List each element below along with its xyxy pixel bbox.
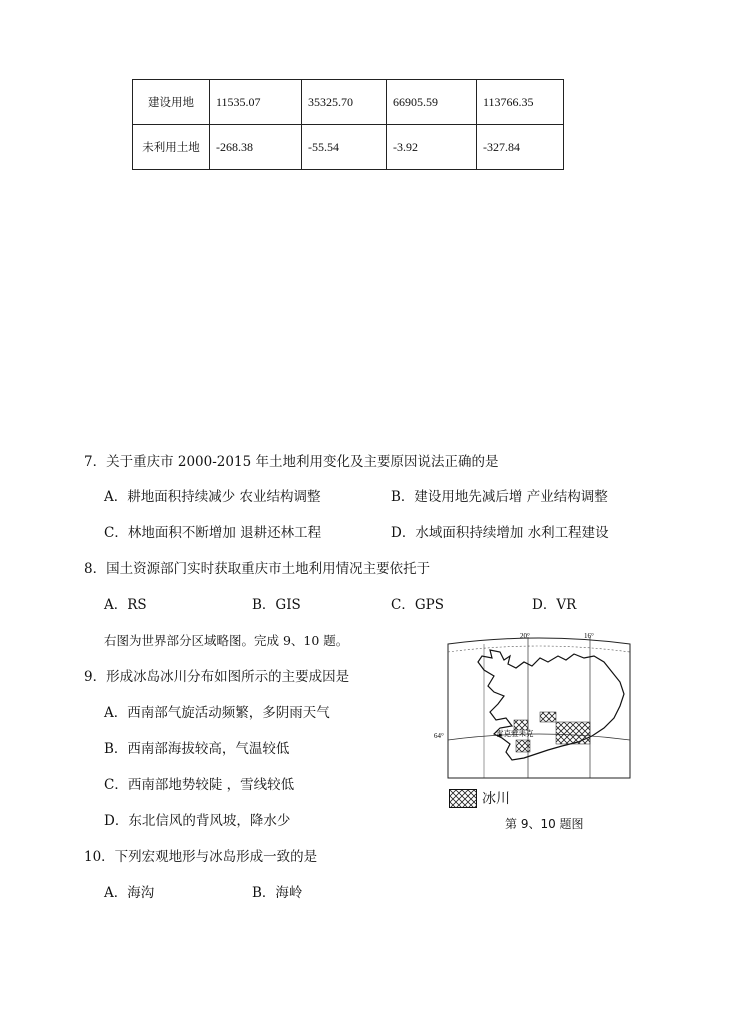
glacier: [540, 712, 556, 722]
table-row: [133, 125, 564, 170]
question-9-option-a: A．西南部气旋活动频繁，多阴雨天气: [104, 705, 330, 721]
latitude-line: [448, 734, 630, 740]
question-10-option-a: A．海沟: [104, 885, 155, 901]
table-cell: 66905.59: [387, 80, 477, 125]
glacier-legend-label: 冰川: [482, 791, 510, 807]
question-9-option-c: C．西南部地势较陡 ，雪线较低: [104, 777, 295, 793]
glacier-legend-swatch: [449, 789, 477, 808]
question-7-option-a: A．耕地面积持续减少 农业结构调整: [104, 489, 321, 505]
question-9-option-d: D．东北信风的背风坡，降水少: [104, 813, 291, 829]
lat-64-label: 64°: [434, 732, 444, 740]
figure-caption: 第 9、10 题图: [505, 817, 584, 831]
iceland-outline: [478, 650, 624, 760]
row-label: 未利用土地: [133, 125, 210, 170]
question-7-option-c: C．林地面积不断增加 退耕还林工程: [104, 525, 322, 541]
question-7-option-b: B．建设用地先减后增 产业结构调整: [391, 489, 608, 505]
question-9-stem: 9．形成冰岛冰川分布如图所示的主要成因是: [84, 669, 350, 685]
lon-16-label: 16°: [584, 632, 594, 640]
table-cell: -268.38: [210, 125, 302, 170]
question-9-option-b: B．西南部海拔较高，气温较低: [104, 741, 290, 757]
question-8-option-a: A．RS: [104, 597, 147, 613]
section-intro: 右图为世界部分区域略图。完成 9、10 题。: [104, 633, 349, 648]
table-cell: 113766.35: [477, 80, 564, 125]
question-7-stem: 7．关于重庆市 2000-2015 年土地利用变化及主要原因说法正确的是: [84, 454, 499, 470]
table-row: [133, 80, 564, 125]
table-cell: -327.84: [477, 125, 564, 170]
land-use-table: [132, 79, 564, 170]
row-label: 建设用地: [133, 80, 210, 125]
glacier: [556, 722, 590, 744]
lon-20-label: 20°: [520, 632, 530, 640]
question-10-option-b: B．海岭: [252, 885, 303, 901]
question-10-stem: 10．下列宏观地形与冰岛形成一致的是: [84, 849, 318, 865]
question-8-option-c: C．GPS: [391, 597, 444, 613]
question-8-option-d: D．VR: [532, 597, 577, 613]
table-cell: 35325.70: [302, 80, 387, 125]
arctic-circle-line: [448, 646, 630, 652]
question-8-option-b: B．GIS: [252, 597, 301, 613]
glacier: [516, 740, 530, 752]
question-8-stem: 8．国土资源部门实时获取重庆市土地利用情况主要依托于: [84, 561, 431, 577]
table-cell: -3.92: [387, 125, 477, 170]
table-cell: 11535.07: [210, 80, 302, 125]
question-7-option-d: D．水域面积持续增加 水利工程建设: [391, 525, 609, 541]
table-cell: -55.54: [302, 125, 387, 170]
iceland-map: [434, 632, 634, 782]
city-label: 雷克雅未克: [496, 729, 534, 738]
